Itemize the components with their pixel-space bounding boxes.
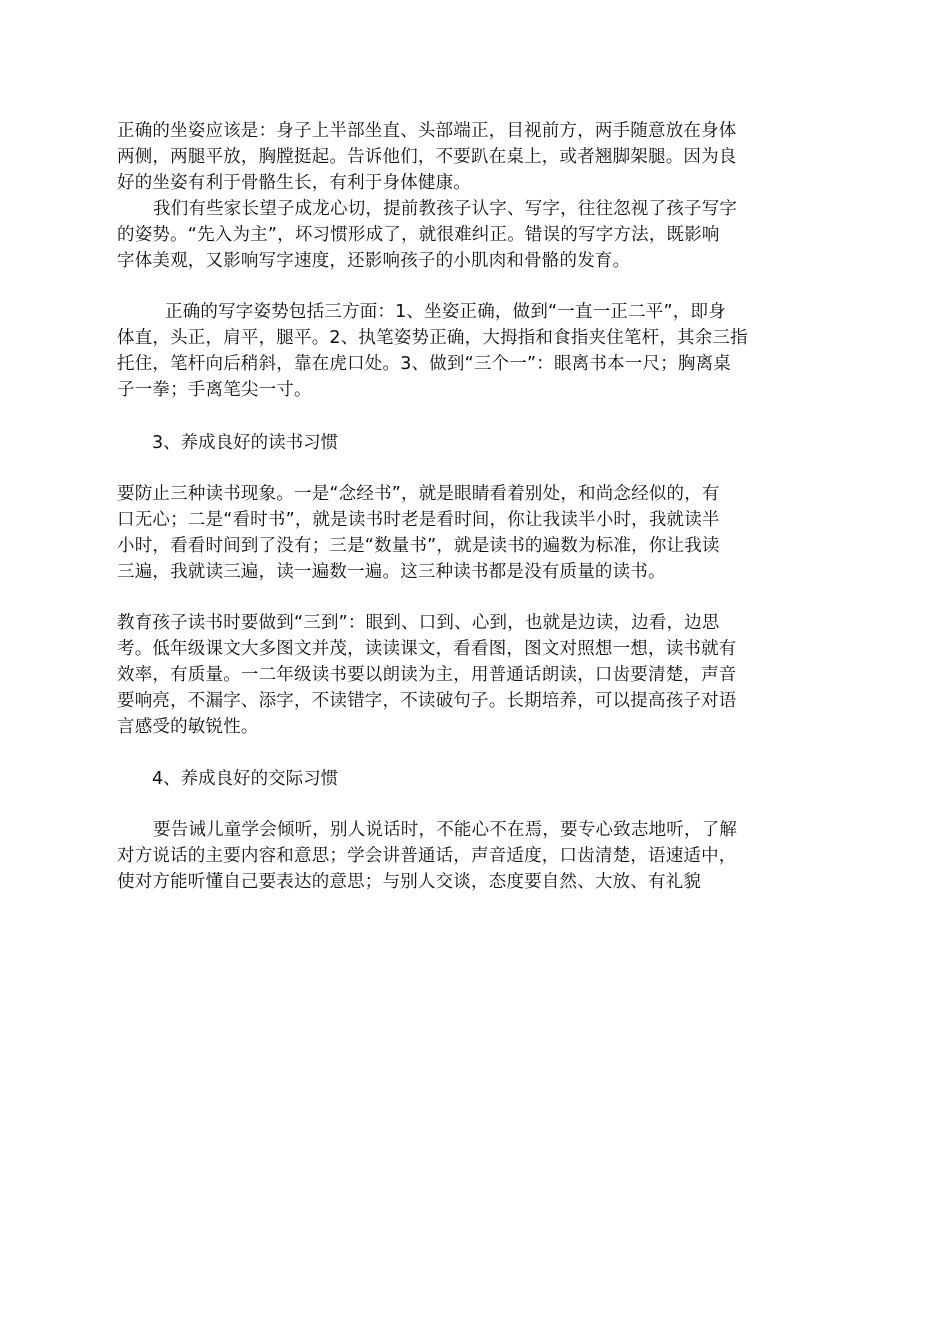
text-line: 托住，笔杆向后稍斜，靠在虎口处。3、做到“三个一”：眼离书本一尺；胸离桌 <box>117 354 731 374</box>
paragraph-sitting-posture <box>117 118 799 196</box>
section-heading-reading-habits: 3、养成良好的读书习惯 <box>152 433 339 453</box>
text-line: 对方说话的主要内容和意思；学会讲普通话，声音适度，口齿清楚，语速适中， <box>117 846 737 866</box>
paragraph-writing-posture <box>117 299 799 403</box>
text-line: 效率，有质量。一二年级读书要以朗读为主，用普通话朗读，口齿要清楚，声音 <box>117 665 737 685</box>
text-line: 我们有些家长望子成龙心切，提前教孩子认字、写字，往往忽视了孩子写字 <box>153 199 738 219</box>
text-line: 三遍，我就读三遍，读一遍数一遍。这三种读书都是没有质量的读书。 <box>117 562 666 582</box>
paragraph-reading-phenomena <box>117 481 799 585</box>
text-line: 要响亮，不漏字、添字，不读错字，不读破句子。长期培养，可以提高孩子对语 <box>117 691 737 711</box>
text-line: 言感受的敏锐性。 <box>117 717 259 737</box>
section-heading-social-habits: 4、养成良好的交际习惯 <box>152 769 339 789</box>
text-line: 体直，头正，肩平，腿平。2、执笔姿势正确，大拇指和食指夹住笔杆，其余三指 <box>117 328 748 348</box>
text-line: 要告诫儿童学会倾听，别人说话时，不能心不在焉，要专心致志地听，了解 <box>153 820 738 840</box>
text-line: 教育孩子读书时要做到“三到”：眼到、口到、心到，也就是边读，边看，边思 <box>117 613 720 633</box>
paragraph-listening <box>117 817 799 895</box>
text-line: 小时，看看时间到了没有；三是“数量书”，就是读书的遍数为标准，你让我读 <box>117 536 720 556</box>
paragraph-three-arrivals <box>117 610 799 740</box>
text-line: 子一拳；手离笔尖一寸。 <box>117 380 312 400</box>
text-line: 口无心；二是“看时书”，就是读书时老是看时间，你让我读半小时，我就读半 <box>117 510 720 530</box>
text-line: 字体美观，又影响写字速度，还影响孩子的小肌肉和骨骼的发育。 <box>117 251 631 271</box>
text-line: 考。低年级课文大多图文并茂，读读课文，看看图，图文对照想一想，读书就有 <box>117 639 737 659</box>
paragraph-parents-writing <box>117 196 799 274</box>
text-line: 使对方能听懂自己要表达的意思；与别人交谈，态度要自然、大放、有礼貌 <box>117 872 702 892</box>
text-line: 正确的写字姿势包括三方面：1、坐姿正确，做到“一直一正二平”，即身 <box>165 302 726 322</box>
text-line: 两侧，两腿平放，胸膛挺起。告诉他们，不要趴在桌上，或者翘脚架腿。因为良 <box>117 147 737 167</box>
text-line: 要防止三种读书现象。一是“念经书”，就是眼睛看着别处，和尚念经似的，有 <box>117 484 720 504</box>
text-line: 的姿势。“先入为主”，坏习惯形成了，就很难纠正。错误的写字方法，既影响 <box>117 225 720 245</box>
text-line: 正确的坐姿应该是：身子上半部坐直、头部端正，目视前方，两手随意放在身体 <box>117 121 737 141</box>
text-line: 好的坐姿有利于骨骼生长，有利于身体健康。 <box>117 173 471 193</box>
